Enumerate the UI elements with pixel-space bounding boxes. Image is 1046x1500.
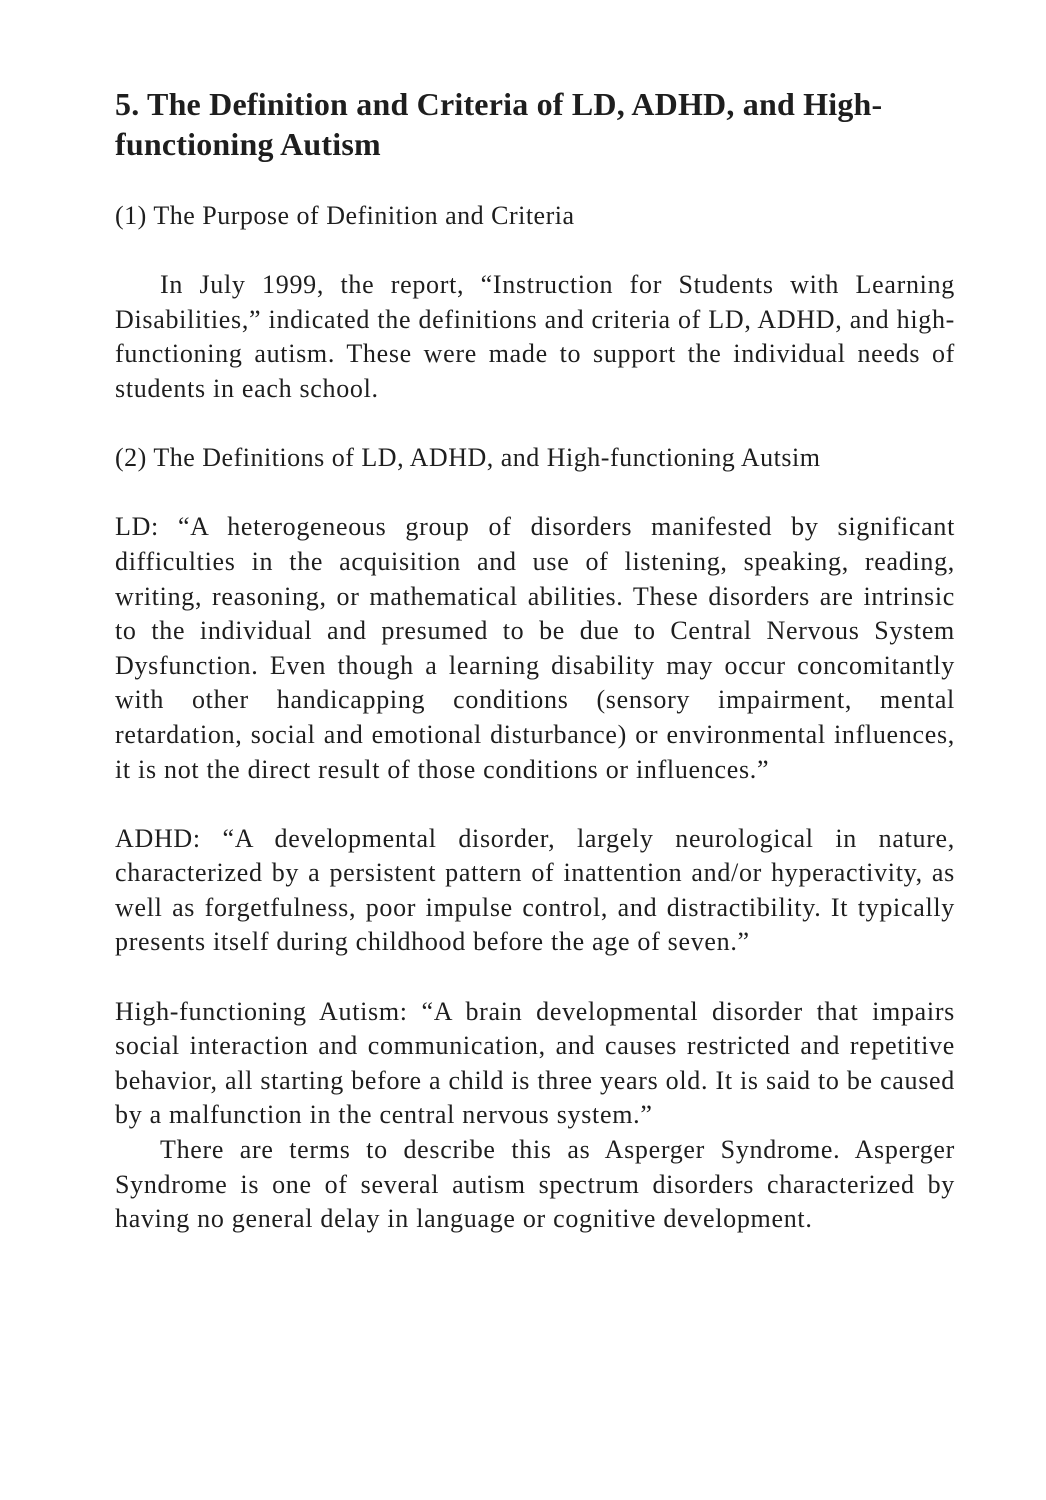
definitions-heading: (2) The Definitions of LD, ADHD, and High-functioning Autsim — [115, 443, 821, 473]
hfa-definition: High-functioning Autism: “A brain developmental disorder that impairs social interaction and communication, and causes restricted and repetitive behavior, all starting before a child is three years old. It is said to be caused by a malfunction in the central nervous system.” — [115, 996, 955, 1130]
ld-definition: LD: “A heterogeneous group of disorders manifested by significant difficulties in the acquisition and use of listening, speaking, reading, writing, reasoning, or mathematical abilities. These disorders are intrinsic to the individual and presumed to be due to Central Nervous System Dysfunction. Even though a learning disability may occur concomitantly with other handicapping conditions (sensory impairment, mental retardation, social and emotional disturbance) or environmental influences, it is not the direct result of those conditions or influences.” — [115, 512, 955, 784]
document-page — [115, 84, 955, 1237]
purpose-paragraph: In July 1999, the report, “Instruction for Students with Learning Disabilities,” indicated the definitions and criteria of LD, ADHD, and high-functioning autism. These were made to support the individual needs of students in each school. — [115, 270, 955, 403]
section-title: 5. The Definition and Criteria of LD, ADHD, and High-functioning Autism — [115, 86, 883, 162]
purpose-heading: (1) The Purpose of Definition and Criteria — [115, 201, 575, 230]
asperger-paragraph: There are terms to describe this as Asperger Syndrome. Asperger Syndrome is one of several autism spectrum disorders characterized by having no general delay in language or cognitive development. — [115, 1135, 955, 1234]
adhd-definition: ADHD: “A developmental disorder, largely neurological in nature, characterized by a persistent pattern of inattention and/or hyperactivity, as well as forgetfulness, poor impulse control, and distractibility. It typically presents itself during childhood before the age of seven.” — [115, 823, 955, 957]
